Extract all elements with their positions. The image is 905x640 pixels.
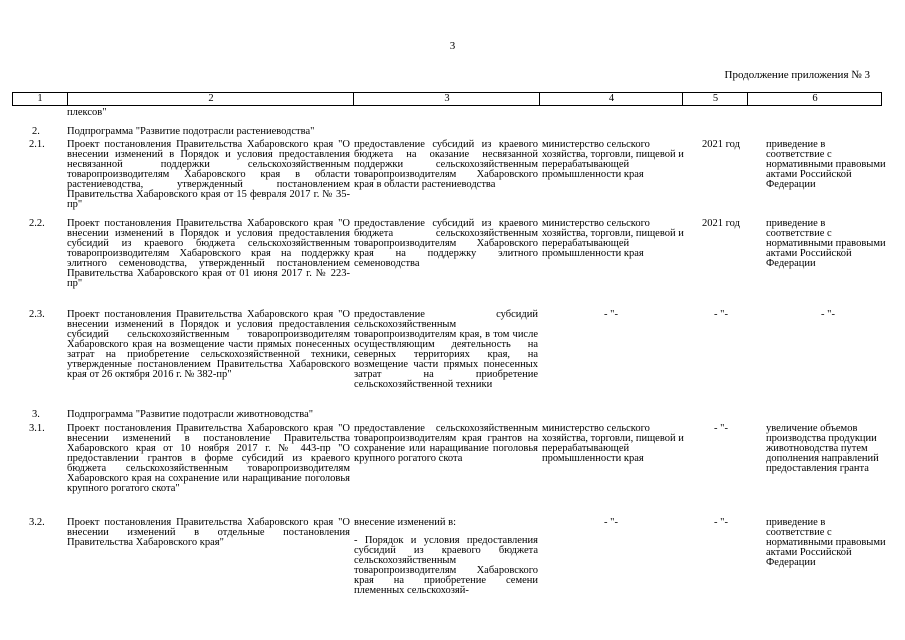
row-year: - "-	[714, 423, 728, 434]
row-executor: министерство сельского хозяйства, торговли, пищевой и перерабатывающей промышленности края	[542, 423, 684, 464]
row-year: 2021 год	[702, 139, 740, 150]
row-number: 3.2.	[29, 517, 45, 528]
row-content: предоставление сельскохозяйственным товаропроизводителям края грантов на сохранение или наращивание поголовья крупного рогатого скота	[354, 423, 538, 464]
row-number: 2.3.	[29, 309, 45, 320]
carryover-text: плексов"	[67, 107, 107, 118]
row-year: 2021 год	[702, 218, 740, 229]
row-project: Проект постановления Правительства Хабаровского края "О внесении изменений в постановление Правительства Хабаровского края от 10 ноября 2017 г. № 443-пр "О предоставлении грантов в форме субсидий из краевого бюджета сельскохозяйственным товаропроизводителям Хабаровского края на сохранение или наращивание поголовья крупного рогатого скота"	[67, 423, 350, 494]
row-executor: - "-	[604, 517, 618, 528]
row-project: Проект постановления Правительства Хабаровского края "О внесении изменений в Порядок и условия предоставления субсидий сельскохозяйственным товаропроизводителям Хабаровского края на возмещение части прямых понесенных затрат на приобретение сельскохозяйственной техники, утвержденные постановлением Правительства Хабаровского края от 26 октября 2016 г. № 382-пр"	[67, 309, 350, 380]
section-number: 2.	[32, 126, 40, 137]
row-content: предоставление субсидий из краевого бюджета на оказание несвязанной поддержки сельскохозяйственным товаропроизводителям Хабаровского края в области растениеводства	[354, 139, 538, 190]
row-content: предоставление субсидий сельскохозяйственным товаропроизводителям края, в том числе осуществляющим деятельность на северных территориях края, на возмещение части прямых понесенных затрат на приобретение сельскохозяйственной техники	[354, 309, 538, 390]
row-result: приведение в соответствие с нормативными правовыми актами Российской Федерации	[766, 139, 886, 190]
section-title: Подпрограмма "Развитие подотрасли растениеводства"	[67, 126, 315, 137]
row-project: Проект постановления Правительства Хабаровского края "О внесении изменений в отдельные постановления Правительства Хабаровского края"	[67, 517, 350, 548]
section-number: 3.	[32, 409, 40, 420]
row-project: Проект постановления Правительства Хабаровского края "О внесении изменений в Порядок и условия предоставления несвязанной поддержки сельскохозяйственным товаропроизводителям Хабаровского края в области растениеводства, утвержденный постановлением Правительства Хабаровского края от 15 февраля 2017 г. № 35-пр"	[67, 139, 350, 210]
row-result: увеличение объемов производства продукции животноводства путем дополнения направлений предоставления гранта	[766, 423, 879, 474]
column-header: 6	[747, 93, 882, 105]
row-content: предоставление субсидий из краевого бюджета сельскохозяйственным товаропроизводителям Хабаровского края на поддержку элитного семеноводства	[354, 218, 538, 269]
column-header: 4	[539, 93, 683, 105]
row-project: Проект постановления Правительства Хабаровского края "О внесении изменений в Порядок и условия предоставления субсидий из краевого бюджета сельскохозяйственным товаропроизводителям Хабаровского края на поддержку элитного семеноводства, утвержденный постановлением Правительства Хабаровского края от 01 июня 2017 г. № 223-пр"	[67, 218, 350, 289]
row-content: - Порядок и условия предоставления субсидий из краевого бюджета сельскохозяйственным товаропроизводителям Хабаровского края на приобретение семени племенных сельскохозяй-	[354, 535, 538, 596]
section-title: Подпрограмма "Развитие подотрасли животноводства"	[67, 409, 314, 420]
row-number: 3.1.	[29, 423, 45, 434]
column-header: 1	[37, 93, 43, 104]
page-number: 3	[449, 40, 456, 52]
row-executor: - "-	[604, 309, 618, 320]
row-result: приведение в соответствие с нормативными правовыми актами Российской Федерации	[766, 517, 886, 568]
column-header: 3	[353, 93, 540, 105]
row-year: - "-	[714, 309, 728, 320]
column-header: 5	[682, 93, 748, 105]
row-executor: министерство сельского хозяйства, торговли, пищевой и перерабатывающей промышленности края	[542, 218, 684, 259]
row-content-intro: внесение изменений в:	[354, 517, 457, 528]
table-header	[12, 92, 882, 106]
row-executor: министерство сельского хозяйства, торговли, пищевой и перерабатывающей промышленности края	[542, 139, 684, 180]
annex-caption: Продолжение приложения № 3	[724, 69, 870, 81]
row-number: 2.1.	[29, 139, 45, 150]
row-number: 2.2.	[29, 218, 45, 229]
column-header: 2	[67, 93, 354, 105]
row-year: - "-	[714, 517, 728, 528]
row-result: приведение в соответствие с нормативными правовыми актами Российской Федерации	[766, 218, 886, 269]
row-result: - "-	[821, 309, 835, 320]
